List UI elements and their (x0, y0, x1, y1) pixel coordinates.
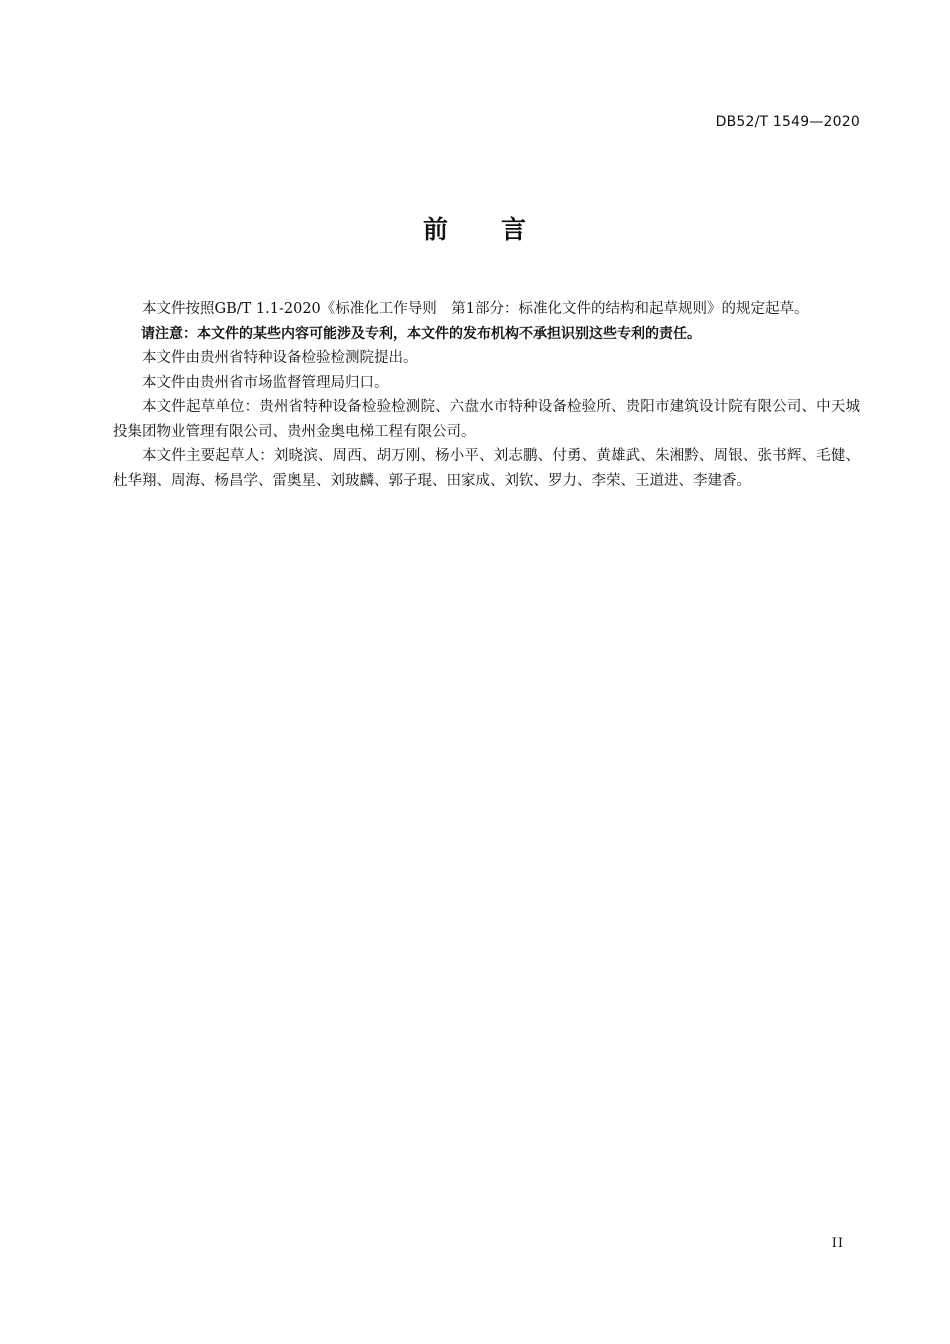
paragraph-administrator: 本文件由贵州省市场监督管理局归口。 (142, 374, 389, 391)
foreword-body (113, 297, 860, 493)
document-code: DB52/T 1549—2020 (715, 114, 860, 130)
paragraph-proposer: 本文件由贵州省特种设备检验检测院提出。 (142, 350, 418, 366)
paragraph-patent-notice: 请注意：本文件的某些内容可能涉及专利，本文件的发布机构不承担识别这些专利的责任。 (141, 325, 701, 342)
page-number: II (831, 1236, 844, 1251)
title-char-1: 前 (422, 215, 449, 244)
page-title (0, 210, 950, 246)
paragraph-standard-basis: 本文件按照GB/T 1.1-2020《标准化工作导则 第1部分：标准化文件的结构和起草规则》的规定起草。 (142, 301, 809, 317)
paragraph-drafting-units: 本文件起草单位：贵州省特种设备检验检测院、六盘水市特种设备检验所、贵阳市建筑设计院有限公司、中天城投集团物业管理有限公司、贵州金奥电梯工程有限公司。 (113, 399, 860, 440)
paragraph-drafters: 本文件主要起草人：刘晓滨、周西、胡万刚、杨小平、刘志鹏、付勇、黄雄武、朱湘黔、周银、张书辉、毛健、杜华翔、周海、杨昌学、雷奥星、刘玻麟、郭子琨、田家成、刘钦、罗力、李荣、王道进、李建香。 (113, 448, 860, 489)
title-char-2: 言 (501, 215, 528, 244)
